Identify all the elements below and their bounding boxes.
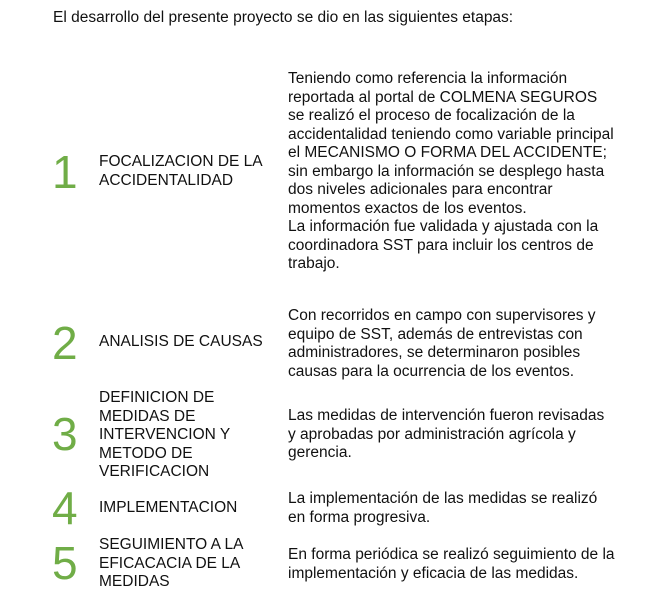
step-description: Teniendo como referencia la información reportada al portal de COLMENA SEGUROS se realizó el proceso de focalización de la accidentalidad teniendo como variable principal el MECANISMO O FORMA DEL ACCIDENTE; sin embargo la información se desplego hasta dos niveles adicionales para encontrar momentos exactos de los eventos. La información fue validada y ajustada con la coordinadora SST para incluir los centros de trabajo.	[288, 70, 614, 272]
step-number: 5	[52, 537, 78, 589]
step-description: Con recorridos en campo con supervisores y equipo de SST, además de entrevistas con administradores, se determinaron posibles causas para la ocurrencia de los eventos.	[288, 307, 596, 380]
step-title: IMPLEMENTACION	[99, 499, 238, 516]
step-title: FOCALIZACION DE LA ACCIDENTALIDAD	[99, 153, 263, 189]
step-number: 1	[52, 146, 78, 198]
step-number: 4	[52, 482, 78, 534]
step-description: La implementación de las medidas se realizó en forma progresiva.	[288, 490, 598, 526]
intro-text: El desarrollo del presente proyecto se dio en las siguientes etapas:	[53, 9, 514, 26]
step-description: En forma periódica se realizó seguimiento de la implementación y eficacia de las medidas.	[288, 546, 615, 582]
step-description: Las medidas de intervención fueron revisadas y aprobadas por administración agrícola y gerencia.	[288, 407, 605, 461]
step-title: DEFINICION DE MEDIDAS DE INTERVENCION Y METODO DE VERIFICACION	[99, 389, 231, 480]
step-number: 2	[52, 317, 78, 369]
step-number: 3	[52, 408, 78, 460]
step-title: SEGUIMIENTO A LA EFICACACIA DE LA MEDIDAS	[99, 536, 244, 590]
step-title: ANALISIS DE CAUSAS	[99, 333, 263, 350]
